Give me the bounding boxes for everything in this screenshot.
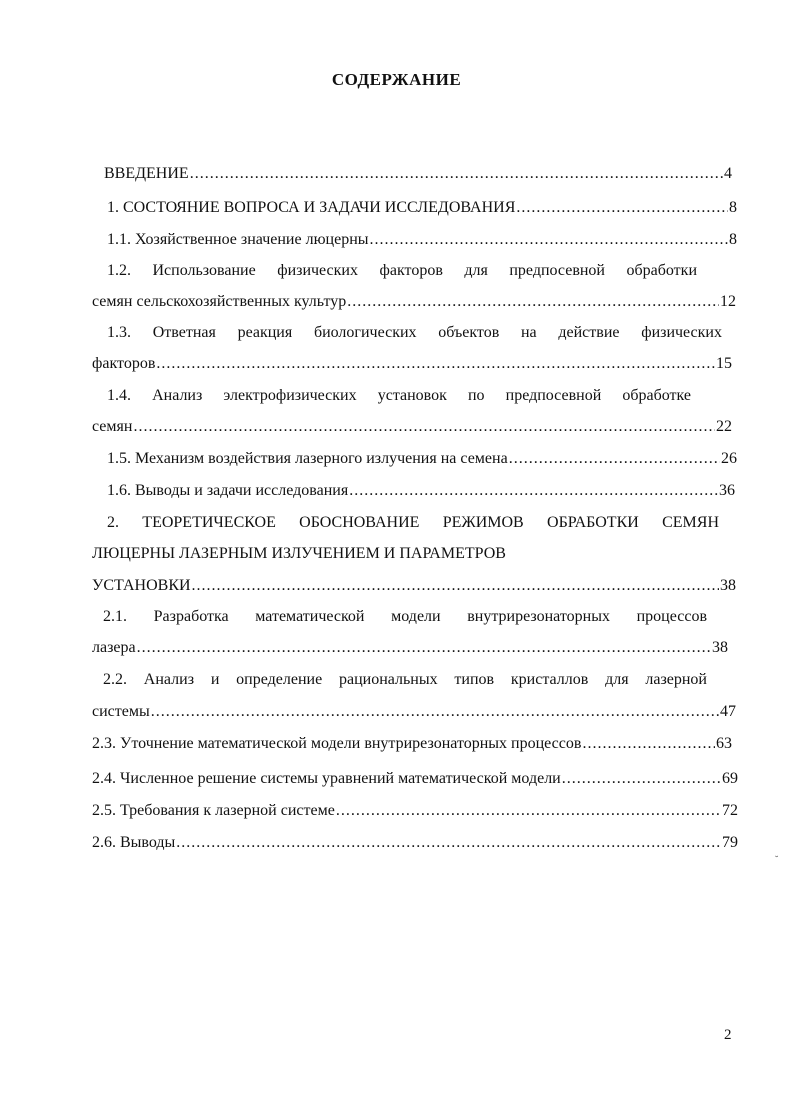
toc-entry-text: 2.6. Выводы — [92, 834, 176, 851]
toc-entry-2-2-line1 — [103, 669, 707, 691]
toc-entry-text: 2.1. Разработка математической модели внутрирезонаторных процессов — [103, 608, 707, 625]
toc-entry-2-6 — [92, 832, 738, 854]
toc-entry-2-4 — [92, 768, 738, 790]
toc-entry-page: 12 — [720, 293, 736, 310]
toc-leader-dots — [370, 229, 729, 251]
toc-entry-page: 8 — [729, 231, 737, 248]
toc-entry-page: 36 — [719, 482, 735, 499]
toc-entry-page: 72 — [722, 802, 738, 819]
toc-entry-1-2-line1 — [107, 260, 697, 282]
toc-leader-dots — [349, 480, 718, 502]
toc-entry-1-3-line2 — [92, 353, 732, 375]
toc-entry-1-4-line1 — [107, 385, 691, 407]
toc-leader-dots — [133, 416, 715, 438]
toc-entry-chapter-2-line3 — [92, 575, 736, 597]
toc-entry-page: 47 — [720, 703, 736, 720]
toc-entry-page: 26 — [721, 450, 737, 467]
toc-entry-text: семян сельскохозяйственных культур — [92, 293, 347, 310]
toc-leader-dots — [582, 733, 715, 755]
page-number: 2 — [724, 1027, 732, 1043]
toc-entry-text: ЛЮЦЕРНЫ ЛАЗЕРНЫМ ИЗЛУЧЕНИЕМ И ПАРАМЕТРОВ — [92, 545, 506, 562]
toc-entry-introduction — [104, 163, 732, 185]
toc-entry-page: 8 — [729, 199, 737, 216]
toc-entry-text: УСТАНОВКИ — [92, 577, 191, 594]
toc-leader-dots — [156, 353, 715, 375]
toc-entry-text: 2.4. Численное решение системы уравнений математической модели — [92, 770, 561, 787]
toc-entry-2-5 — [92, 800, 738, 822]
toc-entry-text: системы — [92, 703, 150, 720]
toc-leader-dots — [516, 197, 728, 219]
page-title: СОДЕРЖАНИЕ — [331, 70, 462, 89]
toc-entry-page: 63 — [716, 735, 732, 752]
toc-entry-page: 15 — [716, 355, 732, 372]
toc-entry-page: 4 — [724, 165, 732, 182]
toc-entry-text: факторов — [92, 355, 156, 372]
toc-leader-dots — [190, 163, 723, 185]
toc-entry-2-1-line2 — [92, 637, 728, 659]
toc-entry-chapter-1 — [107, 197, 737, 219]
toc-entry-text: 2.5. Требования к лазерной системе — [92, 802, 335, 819]
toc-leader-dots — [347, 291, 719, 313]
toc-entry-page: 38 — [712, 639, 728, 656]
toc-entry-text: лазера — [92, 639, 136, 656]
toc-entry-text: 1.4. Анализ электрофизических установок по предпосевной обработке — [107, 387, 691, 404]
toc-entry-page: 22 — [716, 418, 732, 435]
toc-entry-2-3 — [92, 733, 732, 755]
toc-entry-1-1 — [107, 229, 737, 251]
toc-entry-text: 2.3. Уточнение математической модели внутрирезонаторных процессов — [92, 735, 582, 752]
toc-entry-1-5 — [107, 448, 737, 470]
toc-entry-text: 1.1. Хозяйственное значение люцерны — [107, 231, 369, 248]
toc-leader-dots — [151, 701, 719, 723]
toc-entry-text: ВВЕДЕНИЕ — [104, 165, 189, 182]
toc-leader-dots — [562, 768, 721, 790]
toc-entry-text: 2.2. Анализ и определение рациональных типов кристаллов для лазерной — [103, 671, 707, 688]
toc-entry-page: 38 — [720, 577, 736, 594]
toc-entry-1-2-line2 — [92, 291, 736, 313]
toc-entry-2-1-line1 — [103, 606, 707, 628]
toc-entry-text: 2. ТЕОРЕТИЧЕСКОЕ ОБОСНОВАНИЕ РЕЖИМОВ ОБРАБОТКИ СЕМЯН — [107, 514, 719, 531]
toc-entry-chapter-2-line1 — [107, 512, 719, 534]
toc-leader-dots — [176, 832, 721, 854]
toc-entry-page: 79 — [722, 834, 738, 851]
toc-entry-text: 1. СОСТОЯНИЕ ВОПРОСА И ЗАДАЧИ ИССЛЕДОВАНИЯ — [107, 199, 516, 216]
toc-entry-chapter-2-line2 — [92, 543, 632, 565]
scan-artifact-mark: ˘ — [775, 855, 779, 866]
toc-leader-dots — [137, 637, 711, 659]
toc-entry-page: 69 — [722, 770, 738, 787]
toc-entry-text: 1.5. Механизм воздействия лазерного излучения на семена — [107, 450, 508, 467]
toc-entry-text: 1.3. Ответная реакция биологических объектов на действие физических — [107, 324, 722, 341]
toc-entry-text: 1.6. Выводы и задачи исследования — [107, 482, 349, 499]
toc-entry-1-6 — [107, 480, 735, 502]
toc-entry-1-4-line2 — [92, 416, 732, 438]
toc-entry-text: семян — [92, 418, 133, 435]
toc-leader-dots — [192, 575, 719, 597]
toc-leader-dots — [509, 448, 720, 470]
toc-entry-1-3-line1 — [107, 322, 722, 344]
toc-entry-2-2-line2 — [92, 701, 736, 723]
toc-entry-text: 1.2. Использование физических факторов для предпосевной обработки — [107, 262, 697, 279]
toc-leader-dots — [336, 800, 721, 822]
